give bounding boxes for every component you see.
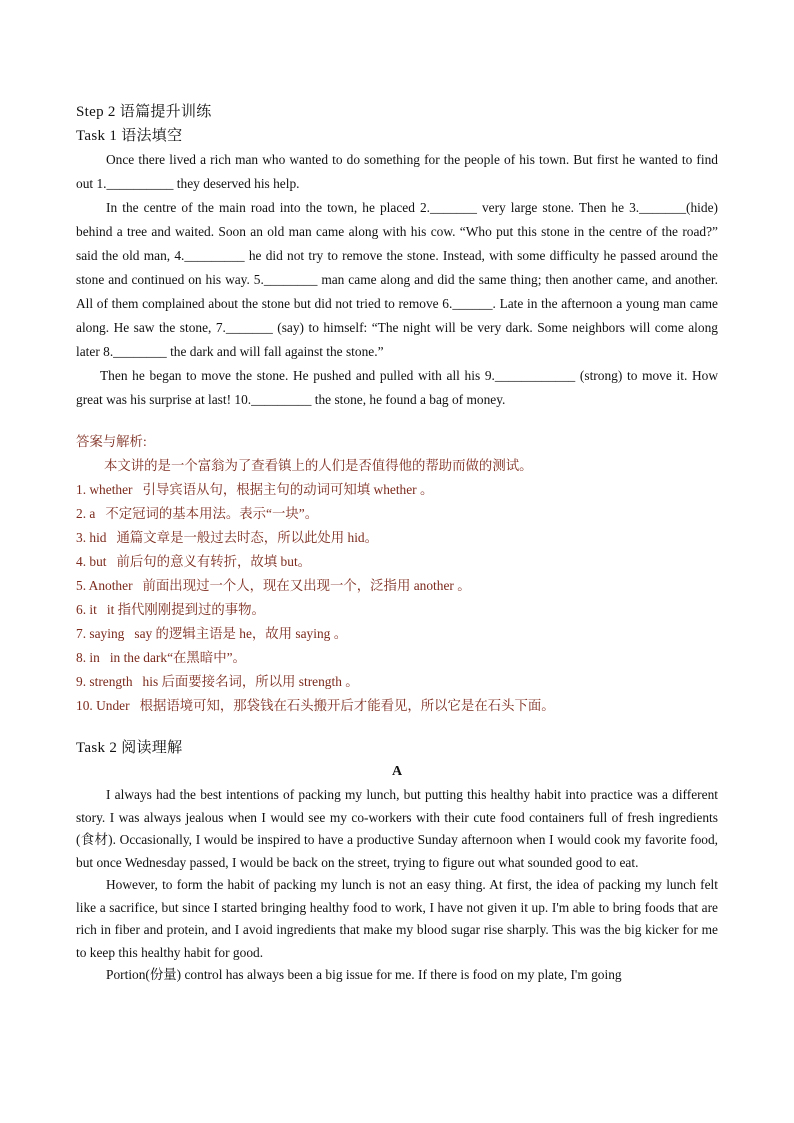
step-heading: Step 2 语篇提升训练: [76, 104, 212, 120]
answer-item: [76, 622, 718, 646]
answer-number: 1. whether: [76, 482, 133, 497]
answer-explanation: 不定冠词的基本用法。表示“一块”。: [105, 506, 319, 521]
reading-paragraph-1: I always had the best intentions of packing my lunch, but putting this healthy habit into practice was a different story. I was always jealous when I would see my co-workers with their cute food containers full of fresh ingredients (食材). Occasionally, I would be inspired to have a productive Sunday afternoon when I would cook my favorite food, but once Wednesday passed, I would be back on the street, trying to figure out what sounded good to eat.: [76, 787, 718, 870]
answers-intro: 本文讲的是一个富翁为了查看镇上的人们是否值得他的帮助而做的测试。: [104, 458, 533, 473]
answer-item: [76, 694, 718, 718]
task2-heading: Task 2 阅读理解: [76, 740, 183, 756]
reading-paragraph-2: However, to form the habit of packing my lunch is not an easy thing. At first, the idea of packing my lunch felt like a sacrifice, but since I started bringing healthy food to work, I have not given it up. I'm able to bring foods that are rich in fiber and protein, and I avoid ingredients that make my blood sugar rise sharply. This was the big kicker for me to keep this healthy habit for good.: [76, 877, 718, 960]
task1-paragraph-2: In the centre of the main road into the town, he placed 2._______ very large stone. Then he 3._______(hide) behind a tree and waited. Soon an old man came along with his cow. “Who put this stone in the centre of the road?” said the old man, 4._________ he did not try to remove the stone. Instead, with some difficulty he passed around the stone and continued on his way. 5.________ man came along and did the same thing; then another came, and another. All of them complained about the stone but did not tried to remove 6.______. Late in the afternoon a young man came along. He saw the stone, 7._______ (say) to himself: “The night will be very dark. Some neighbors will come along later 8.________ the dark and will fall against the stone.”: [76, 200, 718, 359]
answer-item: [76, 598, 718, 622]
answer-number: 6. it: [76, 602, 97, 617]
reading-paragraph-3: Portion(份量) control has always been a big issue for me. If there is food on my plate, I'm going: [106, 967, 622, 982]
answer-explanation: 前面出现过一个人，现在又出现一个，泛指用 another 。: [142, 578, 471, 593]
answer-item: [76, 550, 718, 574]
answer-item: [76, 646, 718, 670]
answer-number: 3. hid: [76, 530, 107, 545]
answer-explanation: say 的逻辑主语是 he，故用 saying 。: [134, 626, 348, 641]
answer-item: [76, 478, 718, 502]
answer-number: 4. but: [76, 554, 107, 569]
answer-number: 9. strength: [76, 674, 133, 689]
answers-list: [76, 478, 718, 718]
answer-item: [76, 574, 718, 598]
worksheet-page: [76, 100, 718, 987]
answers-heading: 答案与解析:: [76, 434, 147, 449]
answer-number: 5. Another: [76, 578, 133, 593]
answer-explanation: 引导宾语从句，根据主句的动词可知填 whether 。: [142, 482, 434, 497]
answer-item: [76, 670, 718, 694]
answer-explanation: 前后句的意义有转折，故填 but。: [116, 554, 312, 569]
answer-explanation: his 后面要接名词，所以用 strength 。: [142, 674, 359, 689]
task1-heading: Task 1 语法填空: [76, 128, 183, 144]
answer-number: 2. a: [76, 506, 96, 521]
answer-number: 8. in: [76, 650, 100, 665]
answer-item: [76, 526, 718, 550]
answer-number: 7. saying: [76, 626, 125, 641]
answer-item: [76, 502, 718, 526]
passage-label: A: [391, 764, 403, 779]
answer-explanation: 通篇文章是一般过去时态，所以此处用 hid。: [116, 530, 379, 545]
task1-paragraph-3: Then he began to move the stone. He pushed and pulled with all his 9.____________ (strong) to move it. How great was his surprise at last! 10._________ the stone, he found a bag of money.: [76, 368, 718, 407]
answer-number: 10. Under: [76, 698, 130, 713]
answer-explanation: it 指代刚刚提到过的事物。: [106, 602, 265, 617]
answer-explanation: in the dark“在黑暗中”。: [109, 650, 246, 665]
task1-paragraph-1: Once there lived a rich man who wanted to do something for the people of his town. But first he wanted to find out 1.__________ they deserved his help.: [76, 152, 718, 191]
answer-explanation: 根据语境可知，那袋钱在石头搬开后才能看见，所以它是在石头下面。: [139, 698, 555, 713]
